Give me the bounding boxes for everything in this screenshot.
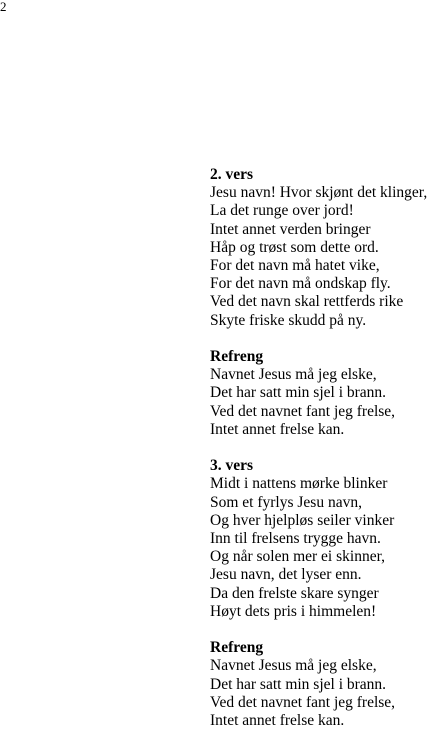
section-verse-3 [210,457,446,621]
lyric-line: Det har satt min sjel i brann. [210,384,387,402]
lyric-line: Jesu navn! Hvor skjønt det klinger, [210,184,428,202]
section-heading: Refreng [210,639,264,657]
lyric-line: Da den frelste skare synger [210,584,379,602]
lyric-line: For det navn må ondskap fly. [210,275,391,293]
lyric-line: Navnet Jesus må jeg elske, [210,657,377,675]
lyric-line: Intet annet verden bringer [210,220,371,238]
lyric-line: Ved det navnet fant jeg frelse, [210,693,396,711]
lyrics-body [210,166,446,730]
section-verse-2 [210,166,446,330]
section-refrain-1 [210,348,446,439]
lyric-line: Skyte friske skudd på ny. [210,311,367,329]
lyric-line: Og hver hjelpløs seiler vinker [210,511,395,529]
lyric-line: Høyt dets pris i himmelen! [210,602,377,620]
lyric-line: Intet annet frelse kan. [210,712,345,730]
page-number: 2 [0,0,7,14]
lyric-line: Intet annet frelse kan. [210,420,345,438]
lyric-line: Håp og trøst som dette ord. [210,238,379,256]
section-heading: 3. vers [210,457,254,475]
lyric-line: Det har satt min sjel i brann. [210,675,387,693]
lyric-line: Ved det navnet fant jeg frelse, [210,402,396,420]
lyric-line: For det navn må hatet vike, [210,257,380,275]
lyric-line: La det runge over jord! [210,202,354,220]
lyric-line: Navnet Jesus må jeg elske, [210,366,377,384]
lyric-line: Inn til frelsens trygge havn. [210,530,381,548]
section-heading: 2. vers [210,166,254,183]
lyric-line: Som et fyrlys Jesu navn, [210,493,362,511]
lyric-line: Jesu navn, det lyser enn. [210,566,362,584]
lyric-line: Midt i nattens mørke blinker [210,475,388,493]
section-heading: Refreng [210,348,264,366]
lyric-line: Og når solen mer ei skinner, [210,548,385,566]
lyric-line: Ved det navn skal rettferds rike [210,293,404,311]
section-refrain-2 [210,639,446,730]
